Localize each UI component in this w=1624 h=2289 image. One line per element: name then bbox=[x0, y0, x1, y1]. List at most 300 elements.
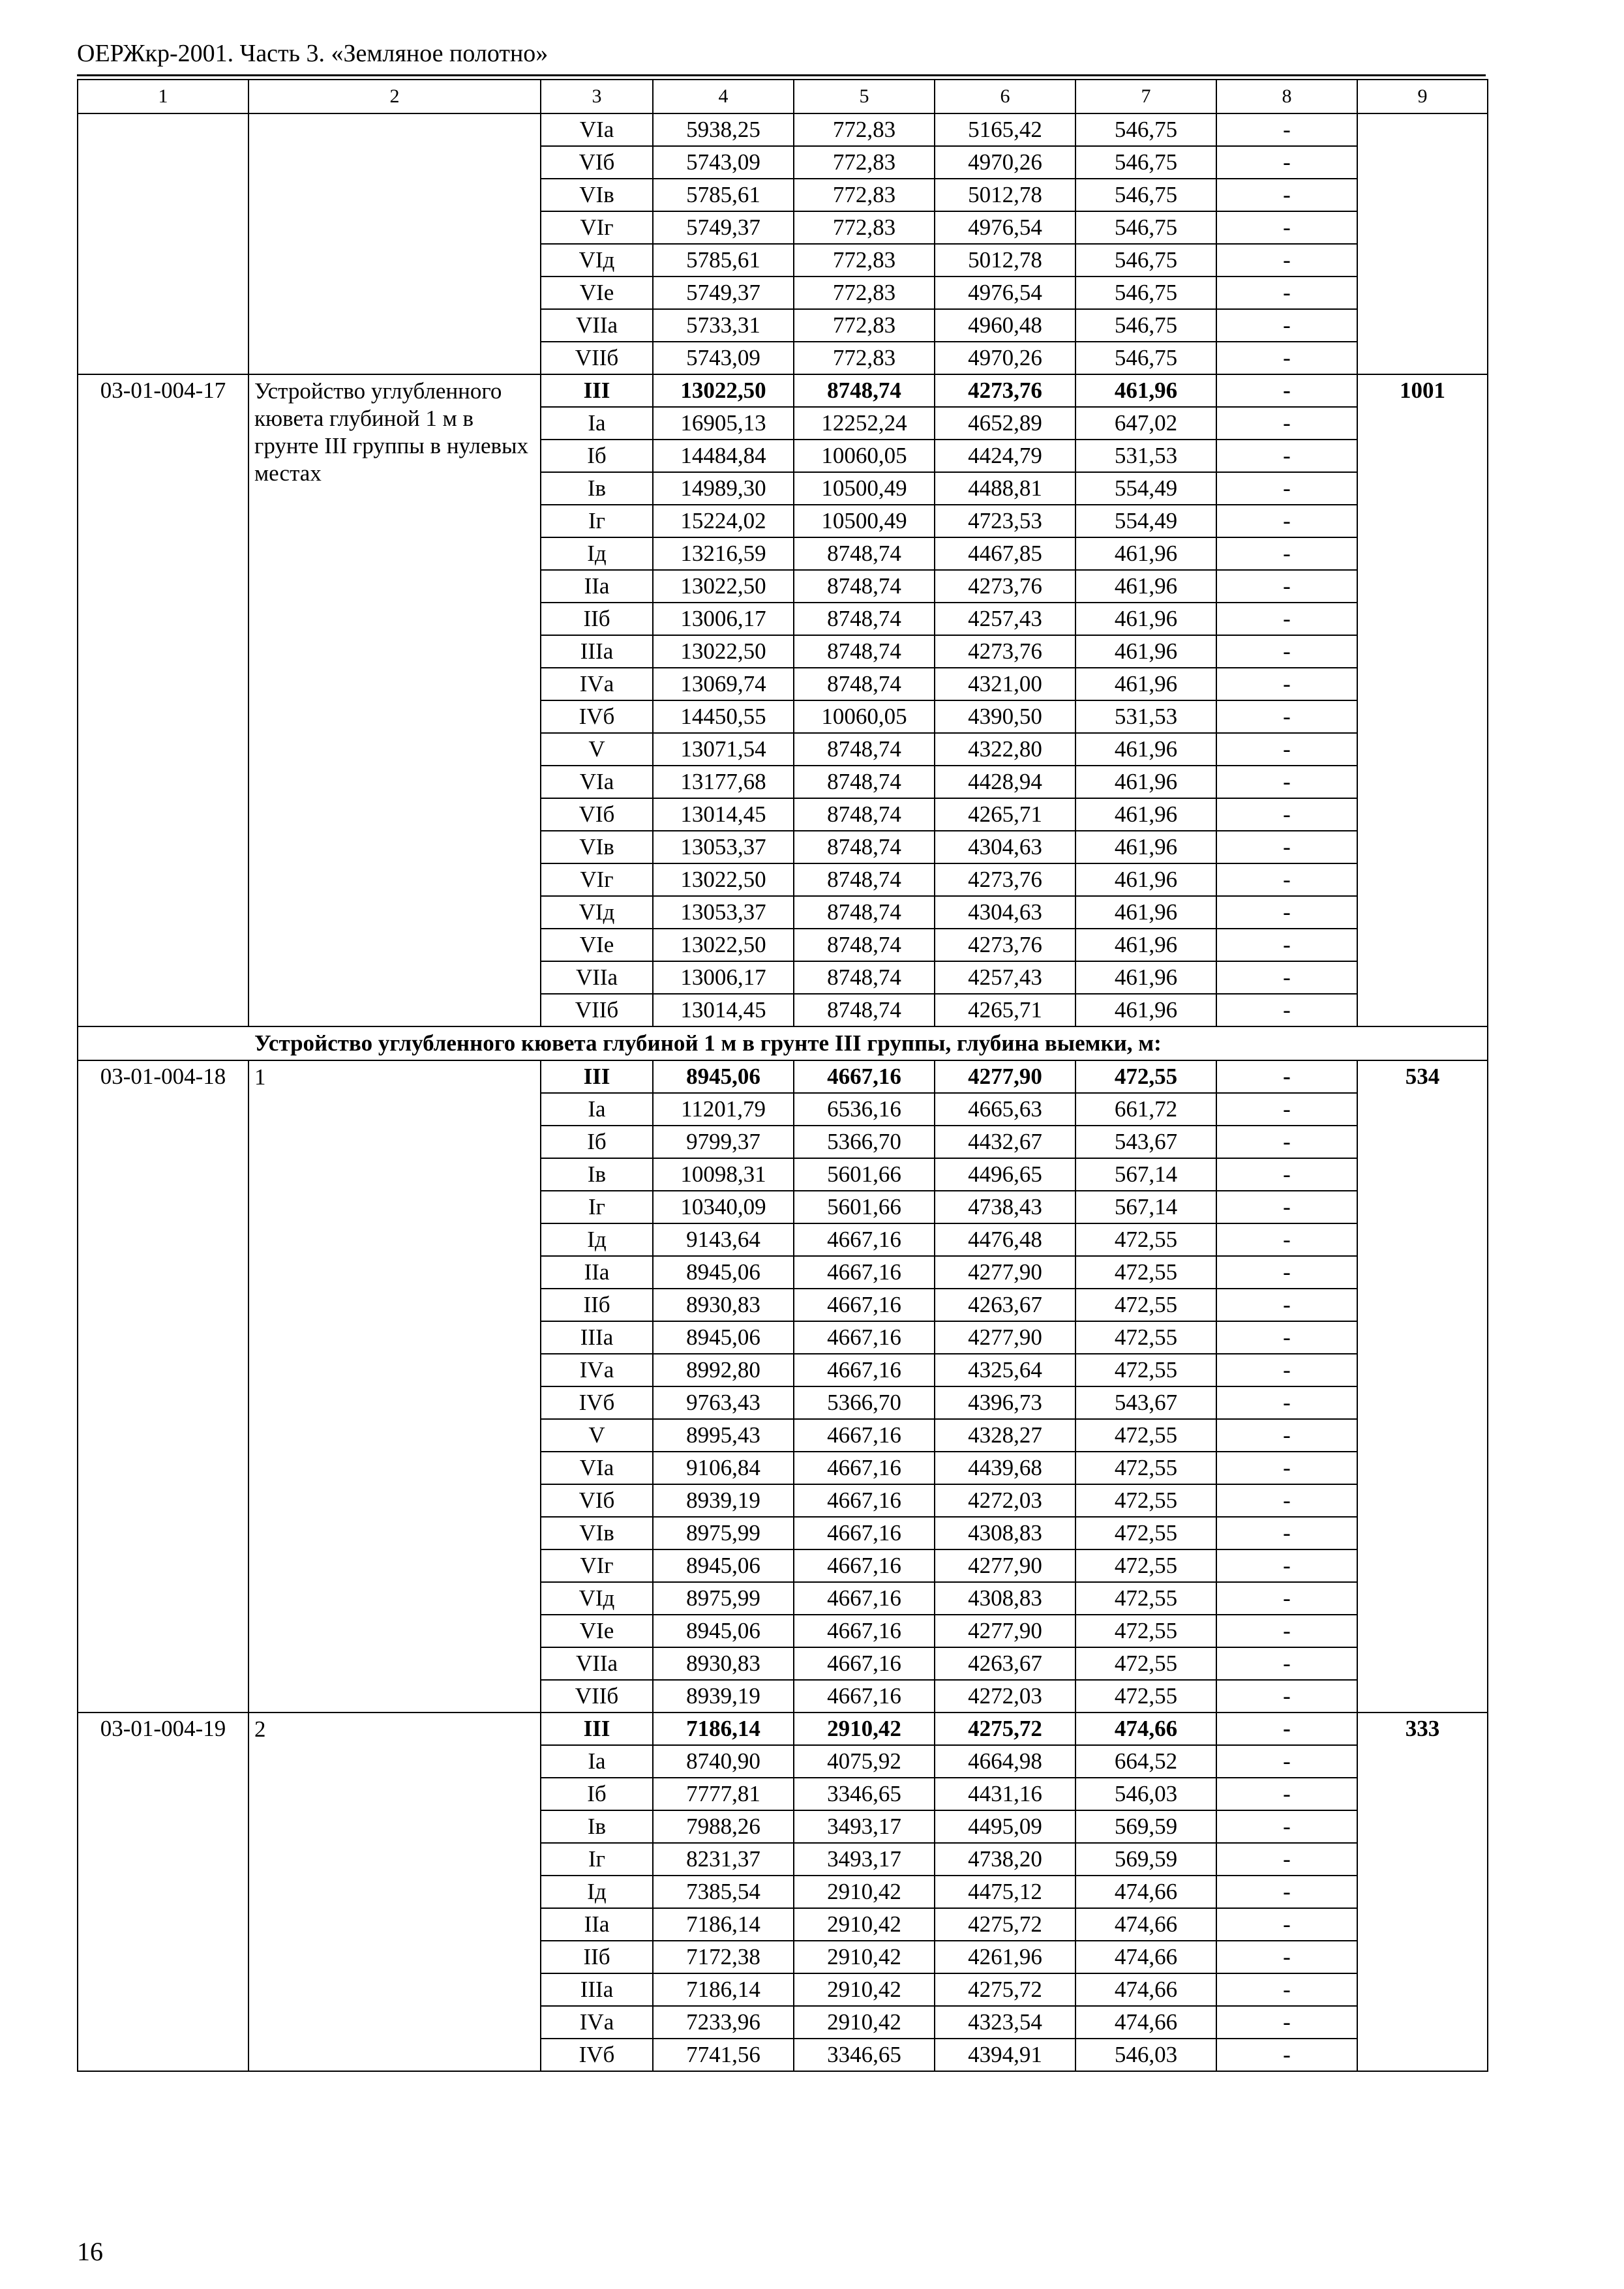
soil-group-cell: IVб bbox=[541, 700, 653, 733]
materials-cell: - bbox=[1216, 1321, 1357, 1354]
soil-group-cell: III bbox=[541, 374, 653, 407]
machine-cost-cell: 4496,65 bbox=[935, 1158, 1075, 1191]
machine-cost-cell: 4321,00 bbox=[935, 668, 1075, 700]
soil-group-cell: VIа bbox=[541, 766, 653, 798]
labor-cost-cell: 4667,16 bbox=[794, 1615, 935, 1647]
direct-cost-cell: 7385,54 bbox=[653, 1876, 794, 1908]
operator-wage-cell: 554,49 bbox=[1075, 472, 1216, 505]
labor-cost-cell: 772,83 bbox=[794, 146, 935, 179]
operator-wage-cell: 474,66 bbox=[1075, 1876, 1216, 1908]
soil-group-cell: Iв bbox=[541, 1810, 653, 1843]
direct-cost-cell: 13022,50 bbox=[653, 374, 794, 407]
page-header: ОЕРЖкр-2001. Часть 3. «Земляное полотно» bbox=[77, 40, 549, 67]
machine-cost-cell: 4976,54 bbox=[935, 211, 1075, 244]
soil-group-cell: Iг bbox=[541, 1843, 653, 1876]
labor-cost-cell: 4667,16 bbox=[794, 1289, 935, 1321]
soil-group-cell: VIа bbox=[541, 113, 653, 146]
machine-cost-cell: 4277,90 bbox=[935, 1321, 1075, 1354]
operator-wage-cell: 461,96 bbox=[1075, 537, 1216, 570]
materials-cell: - bbox=[1216, 407, 1357, 440]
code-cell: 03-01-004-19 bbox=[78, 1713, 248, 2071]
materials-cell: - bbox=[1216, 961, 1357, 994]
machine-cost-cell: 4273,76 bbox=[935, 929, 1075, 961]
direct-cost-cell: 9143,64 bbox=[653, 1223, 794, 1256]
labor-cost-cell: 4667,16 bbox=[794, 1256, 935, 1289]
operator-wage-cell: 472,55 bbox=[1075, 1680, 1216, 1713]
labor-cost-cell: 2910,42 bbox=[794, 1908, 935, 1941]
labor-cost-cell: 6536,16 bbox=[794, 1093, 935, 1126]
direct-cost-cell: 14989,30 bbox=[653, 472, 794, 505]
materials-cell: - bbox=[1216, 342, 1357, 374]
table-row bbox=[78, 374, 1488, 407]
machine-cost-cell: 4275,72 bbox=[935, 1973, 1075, 2006]
labor-cost-cell: 4667,16 bbox=[794, 1517, 935, 1549]
soil-group-cell: VIв bbox=[541, 831, 653, 863]
labor-cost-cell: 3493,17 bbox=[794, 1843, 935, 1876]
direct-cost-cell: 7988,26 bbox=[653, 1810, 794, 1843]
soil-group-cell: VIIа bbox=[541, 309, 653, 342]
machine-cost-cell: 4273,76 bbox=[935, 635, 1075, 668]
machine-cost-cell: 4664,98 bbox=[935, 1745, 1075, 1778]
soil-group-cell: IVб bbox=[541, 2039, 653, 2071]
soil-group-cell: Iб bbox=[541, 1126, 653, 1158]
operator-wage-cell: 472,55 bbox=[1075, 1223, 1216, 1256]
soil-group-cell: VIIа bbox=[541, 961, 653, 994]
labor-cost-cell: 10500,49 bbox=[794, 505, 935, 537]
soil-group-cell: Iг bbox=[541, 505, 653, 537]
labor-cost-cell: 8748,74 bbox=[794, 570, 935, 603]
machine-cost-cell: 4424,79 bbox=[935, 440, 1075, 472]
soil-group-cell: VIв bbox=[541, 1517, 653, 1549]
materials-cell: - bbox=[1216, 1713, 1357, 1745]
soil-group-cell: IIIа bbox=[541, 1321, 653, 1354]
labor-cost-cell: 4667,16 bbox=[794, 1321, 935, 1354]
direct-cost-cell: 13071,54 bbox=[653, 733, 794, 766]
direct-cost-cell: 10098,31 bbox=[653, 1158, 794, 1191]
machine-cost-cell: 4960,48 bbox=[935, 309, 1075, 342]
direct-cost-cell: 13022,50 bbox=[653, 863, 794, 896]
direct-cost-cell: 13006,17 bbox=[653, 961, 794, 994]
labor-cost-cell: 4667,16 bbox=[794, 1680, 935, 1713]
operator-wage-cell: 546,03 bbox=[1075, 1778, 1216, 1810]
materials-cell: - bbox=[1216, 994, 1357, 1026]
operator-wage-cell: 546,75 bbox=[1075, 113, 1216, 146]
soil-group-cell: Iв bbox=[541, 472, 653, 505]
labor-cost-cell: 8748,74 bbox=[794, 798, 935, 831]
materials-cell: - bbox=[1216, 277, 1357, 309]
norm-cell: 534 bbox=[1357, 1060, 1488, 1713]
table-row bbox=[78, 1713, 1488, 1745]
soil-group-cell: VIа bbox=[541, 1452, 653, 1484]
soil-group-cell: VIIб bbox=[541, 994, 653, 1026]
direct-cost-cell: 14484,84 bbox=[653, 440, 794, 472]
direct-cost-cell: 5743,09 bbox=[653, 342, 794, 374]
direct-cost-cell: 10340,09 bbox=[653, 1191, 794, 1223]
labor-cost-cell: 5601,66 bbox=[794, 1191, 935, 1223]
materials-cell: - bbox=[1216, 1386, 1357, 1419]
materials-cell: - bbox=[1216, 472, 1357, 505]
materials-cell: - bbox=[1216, 668, 1357, 700]
operator-wage-cell: 474,66 bbox=[1075, 1941, 1216, 1973]
direct-cost-cell: 5938,25 bbox=[653, 113, 794, 146]
labor-cost-cell: 8748,74 bbox=[794, 929, 935, 961]
machine-cost-cell: 4431,16 bbox=[935, 1778, 1075, 1810]
operator-wage-cell: 461,96 bbox=[1075, 603, 1216, 635]
soil-group-cell: III bbox=[541, 1060, 653, 1093]
materials-cell: - bbox=[1216, 537, 1357, 570]
machine-cost-cell: 4304,63 bbox=[935, 831, 1075, 863]
materials-cell: - bbox=[1216, 113, 1357, 146]
soil-group-cell: V bbox=[541, 733, 653, 766]
direct-cost-cell: 8995,43 bbox=[653, 1419, 794, 1452]
machine-cost-cell: 4272,03 bbox=[935, 1484, 1075, 1517]
labor-cost-cell: 10060,05 bbox=[794, 440, 935, 472]
code-cell: 03-01-004-17 bbox=[78, 374, 248, 1026]
table-row bbox=[78, 1060, 1488, 1093]
operator-wage-cell: 472,55 bbox=[1075, 1419, 1216, 1452]
direct-cost-cell: 14450,55 bbox=[653, 700, 794, 733]
machine-cost-cell: 4970,26 bbox=[935, 146, 1075, 179]
soil-group-cell: VIб bbox=[541, 798, 653, 831]
machine-cost-cell: 4275,72 bbox=[935, 1713, 1075, 1745]
machine-cost-cell: 4488,81 bbox=[935, 472, 1075, 505]
operator-wage-cell: 461,96 bbox=[1075, 994, 1216, 1026]
soil-group-cell: VIIб bbox=[541, 342, 653, 374]
labor-cost-cell: 4667,16 bbox=[794, 1060, 935, 1093]
operator-wage-cell: 472,55 bbox=[1075, 1647, 1216, 1680]
materials-cell: - bbox=[1216, 1582, 1357, 1615]
materials-cell: - bbox=[1216, 146, 1357, 179]
column-number-2: 2 bbox=[248, 80, 541, 113]
operator-wage-cell: 461,96 bbox=[1075, 929, 1216, 961]
direct-cost-cell: 13069,74 bbox=[653, 668, 794, 700]
labor-cost-cell: 4667,16 bbox=[794, 1582, 935, 1615]
operator-wage-cell: 472,55 bbox=[1075, 1354, 1216, 1386]
materials-cell: - bbox=[1216, 1223, 1357, 1256]
labor-cost-cell: 2910,42 bbox=[794, 1941, 935, 1973]
soil-group-cell: IVа bbox=[541, 1354, 653, 1386]
soil-group-cell: VIб bbox=[541, 1484, 653, 1517]
operator-wage-cell: 461,96 bbox=[1075, 863, 1216, 896]
header-rule-thick bbox=[77, 74, 1486, 76]
machine-cost-cell: 4273,76 bbox=[935, 570, 1075, 603]
labor-cost-cell: 772,83 bbox=[794, 277, 935, 309]
materials-cell: - bbox=[1216, 374, 1357, 407]
code-cell-empty bbox=[78, 113, 248, 374]
norm-cell: 333 bbox=[1357, 1713, 1488, 2071]
soil-group-cell: IIб bbox=[541, 1941, 653, 1973]
machine-cost-cell: 4308,83 bbox=[935, 1517, 1075, 1549]
column-number-7: 7 bbox=[1075, 80, 1216, 113]
materials-cell: - bbox=[1216, 1615, 1357, 1647]
machine-cost-cell: 4263,67 bbox=[935, 1289, 1075, 1321]
materials-cell: - bbox=[1216, 2039, 1357, 2071]
labor-cost-cell: 8748,74 bbox=[794, 831, 935, 863]
soil-group-cell: Iд bbox=[541, 1876, 653, 1908]
direct-cost-cell: 13022,50 bbox=[653, 929, 794, 961]
materials-cell: - bbox=[1216, 733, 1357, 766]
operator-wage-cell: 461,96 bbox=[1075, 733, 1216, 766]
machine-cost-cell: 4665,63 bbox=[935, 1093, 1075, 1126]
materials-cell: - bbox=[1216, 1093, 1357, 1126]
operator-wage-cell: 474,66 bbox=[1075, 2006, 1216, 2039]
operator-wage-cell: 472,55 bbox=[1075, 1452, 1216, 1484]
direct-cost-cell: 7186,14 bbox=[653, 1973, 794, 2006]
section-title: Устройство углубленного кювета глубиной 1 м в грунте III группы, глубина выемки, м: bbox=[78, 1026, 1488, 1060]
price-table-container bbox=[77, 79, 1487, 2072]
soil-group-cell: IIа bbox=[541, 1908, 653, 1941]
operator-wage-cell: 474,66 bbox=[1075, 1973, 1216, 2006]
machine-cost-cell: 4265,71 bbox=[935, 994, 1075, 1026]
machine-cost-cell: 5165,42 bbox=[935, 113, 1075, 146]
labor-cost-cell: 3346,65 bbox=[794, 1778, 935, 1810]
operator-wage-cell: 474,66 bbox=[1075, 1908, 1216, 1941]
operator-wage-cell: 472,55 bbox=[1075, 1060, 1216, 1093]
machine-cost-cell: 5012,78 bbox=[935, 179, 1075, 211]
machine-cost-cell: 4476,48 bbox=[935, 1223, 1075, 1256]
direct-cost-cell: 13053,37 bbox=[653, 896, 794, 929]
materials-cell: - bbox=[1216, 1419, 1357, 1452]
soil-group-cell: Iа bbox=[541, 1745, 653, 1778]
labor-cost-cell: 4667,16 bbox=[794, 1647, 935, 1680]
machine-cost-cell: 4328,27 bbox=[935, 1419, 1075, 1452]
operator-wage-cell: 472,55 bbox=[1075, 1615, 1216, 1647]
machine-cost-cell: 4428,94 bbox=[935, 766, 1075, 798]
labor-cost-cell: 8748,74 bbox=[794, 896, 935, 929]
machine-cost-cell: 5012,78 bbox=[935, 244, 1075, 277]
labor-cost-cell: 8748,74 bbox=[794, 603, 935, 635]
labor-cost-cell: 8748,74 bbox=[794, 668, 935, 700]
operator-wage-cell: 461,96 bbox=[1075, 570, 1216, 603]
operator-wage-cell: 569,59 bbox=[1075, 1810, 1216, 1843]
labor-cost-cell: 4667,16 bbox=[794, 1452, 935, 1484]
machine-cost-cell: 4325,64 bbox=[935, 1354, 1075, 1386]
direct-cost-cell: 8231,37 bbox=[653, 1843, 794, 1876]
soil-group-cell: Iд bbox=[541, 1223, 653, 1256]
labor-cost-cell: 8748,74 bbox=[794, 863, 935, 896]
soil-group-cell: VIг bbox=[541, 1549, 653, 1582]
labor-cost-cell: 8748,74 bbox=[794, 961, 935, 994]
materials-cell: - bbox=[1216, 635, 1357, 668]
materials-cell: - bbox=[1216, 1908, 1357, 1941]
soil-group-cell: IIIа bbox=[541, 635, 653, 668]
direct-cost-cell: 7172,38 bbox=[653, 1941, 794, 1973]
column-number-8: 8 bbox=[1216, 80, 1357, 113]
materials-cell: - bbox=[1216, 603, 1357, 635]
direct-cost-cell: 7777,81 bbox=[653, 1778, 794, 1810]
machine-cost-cell: 4976,54 bbox=[935, 277, 1075, 309]
operator-wage-cell: 543,67 bbox=[1075, 1386, 1216, 1419]
operator-wage-cell: 546,75 bbox=[1075, 244, 1216, 277]
labor-cost-cell: 4667,16 bbox=[794, 1419, 935, 1452]
materials-cell: - bbox=[1216, 1549, 1357, 1582]
machine-cost-cell: 4738,20 bbox=[935, 1843, 1075, 1876]
operator-wage-cell: 531,53 bbox=[1075, 440, 1216, 472]
materials-cell: - bbox=[1216, 1452, 1357, 1484]
materials-cell: - bbox=[1216, 1810, 1357, 1843]
materials-cell: - bbox=[1216, 1843, 1357, 1876]
column-number-row bbox=[78, 80, 1488, 113]
direct-cost-cell: 13014,45 bbox=[653, 798, 794, 831]
machine-cost-cell: 4475,12 bbox=[935, 1876, 1075, 1908]
direct-cost-cell: 8939,19 bbox=[653, 1484, 794, 1517]
column-number-9: 9 bbox=[1357, 80, 1488, 113]
operator-wage-cell: 461,96 bbox=[1075, 961, 1216, 994]
soil-group-cell: III bbox=[541, 1713, 653, 1745]
direct-cost-cell: 8930,83 bbox=[653, 1647, 794, 1680]
machine-cost-cell: 4396,73 bbox=[935, 1386, 1075, 1419]
code-cell: 03-01-004-18 bbox=[78, 1060, 248, 1713]
machine-cost-cell: 4273,76 bbox=[935, 374, 1075, 407]
machine-cost-cell: 4394,91 bbox=[935, 2039, 1075, 2071]
direct-cost-cell: 8945,06 bbox=[653, 1256, 794, 1289]
soil-group-cell: VIе bbox=[541, 929, 653, 961]
materials-cell: - bbox=[1216, 1517, 1357, 1549]
materials-cell: - bbox=[1216, 896, 1357, 929]
soil-group-cell: VIд bbox=[541, 896, 653, 929]
materials-cell: - bbox=[1216, 1060, 1357, 1093]
materials-cell: - bbox=[1216, 1941, 1357, 1973]
column-number-4: 4 bbox=[653, 80, 794, 113]
direct-cost-cell: 5743,09 bbox=[653, 146, 794, 179]
labor-cost-cell: 12252,24 bbox=[794, 407, 935, 440]
operator-wage-cell: 554,49 bbox=[1075, 505, 1216, 537]
materials-cell: - bbox=[1216, 309, 1357, 342]
labor-cost-cell: 4667,16 bbox=[794, 1223, 935, 1256]
machine-cost-cell: 4495,09 bbox=[935, 1810, 1075, 1843]
soil-group-cell: IIб bbox=[541, 1289, 653, 1321]
machine-cost-cell: 4257,43 bbox=[935, 961, 1075, 994]
direct-cost-cell: 13177,68 bbox=[653, 766, 794, 798]
operator-wage-cell: 472,55 bbox=[1075, 1549, 1216, 1582]
materials-cell: - bbox=[1216, 1191, 1357, 1223]
direct-cost-cell: 8975,99 bbox=[653, 1517, 794, 1549]
machine-cost-cell: 4257,43 bbox=[935, 603, 1075, 635]
soil-group-cell: IIб bbox=[541, 603, 653, 635]
soil-group-cell: Iд bbox=[541, 537, 653, 570]
labor-cost-cell: 10500,49 bbox=[794, 472, 935, 505]
materials-cell: - bbox=[1216, 1158, 1357, 1191]
labor-cost-cell: 2910,42 bbox=[794, 1876, 935, 1908]
operator-wage-cell: 664,52 bbox=[1075, 1745, 1216, 1778]
soil-group-cell: VIг bbox=[541, 863, 653, 896]
labor-cost-cell: 4667,16 bbox=[794, 1354, 935, 1386]
direct-cost-cell: 13006,17 bbox=[653, 603, 794, 635]
materials-cell: - bbox=[1216, 2006, 1357, 2039]
labor-cost-cell: 10060,05 bbox=[794, 700, 935, 733]
operator-wage-cell: 474,66 bbox=[1075, 1713, 1216, 1745]
operator-wage-cell: 461,96 bbox=[1075, 766, 1216, 798]
operator-wage-cell: 472,55 bbox=[1075, 1321, 1216, 1354]
operator-wage-cell: 546,75 bbox=[1075, 179, 1216, 211]
machine-cost-cell: 4970,26 bbox=[935, 342, 1075, 374]
materials-cell: - bbox=[1216, 505, 1357, 537]
soil-group-cell: VIе bbox=[541, 1615, 653, 1647]
labor-cost-cell: 5601,66 bbox=[794, 1158, 935, 1191]
labor-cost-cell: 8748,74 bbox=[794, 374, 935, 407]
operator-wage-cell: 647,02 bbox=[1075, 407, 1216, 440]
machine-cost-cell: 4390,50 bbox=[935, 700, 1075, 733]
labor-cost-cell: 2910,42 bbox=[794, 1713, 935, 1745]
direct-cost-cell: 5785,61 bbox=[653, 179, 794, 211]
materials-cell: - bbox=[1216, 440, 1357, 472]
operator-wage-cell: 461,96 bbox=[1075, 374, 1216, 407]
materials-cell: - bbox=[1216, 798, 1357, 831]
direct-cost-cell: 7186,14 bbox=[653, 1713, 794, 1745]
direct-cost-cell: 8740,90 bbox=[653, 1745, 794, 1778]
direct-cost-cell: 13053,37 bbox=[653, 831, 794, 863]
operator-wage-cell: 661,72 bbox=[1075, 1093, 1216, 1126]
materials-cell: - bbox=[1216, 1126, 1357, 1158]
materials-cell: - bbox=[1216, 929, 1357, 961]
labor-cost-cell: 772,83 bbox=[794, 113, 935, 146]
machine-cost-cell: 4277,90 bbox=[935, 1256, 1075, 1289]
direct-cost-cell: 13014,45 bbox=[653, 994, 794, 1026]
machine-cost-cell: 4432,67 bbox=[935, 1126, 1075, 1158]
direct-cost-cell: 7233,96 bbox=[653, 2006, 794, 2039]
materials-cell: - bbox=[1216, 863, 1357, 896]
operator-wage-cell: 546,75 bbox=[1075, 211, 1216, 244]
labor-cost-cell: 4075,92 bbox=[794, 1745, 935, 1778]
soil-group-cell: IVа bbox=[541, 668, 653, 700]
materials-cell: - bbox=[1216, 1647, 1357, 1680]
direct-cost-cell: 5785,61 bbox=[653, 244, 794, 277]
soil-group-cell: VIе bbox=[541, 277, 653, 309]
direct-cost-cell: 5733,31 bbox=[653, 309, 794, 342]
price-table bbox=[77, 79, 1488, 2072]
direct-cost-cell: 9799,37 bbox=[653, 1126, 794, 1158]
soil-group-cell: IIа bbox=[541, 1256, 653, 1289]
description-cell: Устройство углубленного кювета глубиной 1 м в грунте III группы в нулевых местах bbox=[248, 374, 541, 1026]
operator-wage-cell: 461,96 bbox=[1075, 831, 1216, 863]
direct-cost-cell: 8939,19 bbox=[653, 1680, 794, 1713]
materials-cell: - bbox=[1216, 1354, 1357, 1386]
soil-group-cell: V bbox=[541, 1419, 653, 1452]
machine-cost-cell: 4467,85 bbox=[935, 537, 1075, 570]
column-number-1: 1 bbox=[78, 80, 248, 113]
direct-cost-cell: 7186,14 bbox=[653, 1908, 794, 1941]
labor-cost-cell: 8748,74 bbox=[794, 994, 935, 1026]
labor-cost-cell: 2910,42 bbox=[794, 2006, 935, 2039]
column-number-3: 3 bbox=[541, 80, 653, 113]
machine-cost-cell: 4322,80 bbox=[935, 733, 1075, 766]
price-table-body bbox=[78, 80, 1488, 2071]
column-number-5: 5 bbox=[794, 80, 935, 113]
labor-cost-cell: 4667,16 bbox=[794, 1549, 935, 1582]
materials-cell: - bbox=[1216, 831, 1357, 863]
materials-cell: - bbox=[1216, 1973, 1357, 2006]
machine-cost-cell: 4275,72 bbox=[935, 1908, 1075, 1941]
operator-wage-cell: 569,59 bbox=[1075, 1843, 1216, 1876]
operator-wage-cell: 546,75 bbox=[1075, 309, 1216, 342]
operator-wage-cell: 531,53 bbox=[1075, 700, 1216, 733]
machine-cost-cell: 4277,90 bbox=[935, 1060, 1075, 1093]
machine-cost-cell: 4304,63 bbox=[935, 896, 1075, 929]
soil-group-cell: VIIб bbox=[541, 1680, 653, 1713]
materials-cell: - bbox=[1216, 211, 1357, 244]
machine-cost-cell: 4652,89 bbox=[935, 407, 1075, 440]
labor-cost-cell: 2910,42 bbox=[794, 1973, 935, 2006]
direct-cost-cell: 5749,37 bbox=[653, 277, 794, 309]
materials-cell: - bbox=[1216, 1876, 1357, 1908]
norm-cell: 1001 bbox=[1357, 374, 1488, 1026]
materials-cell: - bbox=[1216, 1256, 1357, 1289]
column-number-6: 6 bbox=[935, 80, 1075, 113]
operator-wage-cell: 472,55 bbox=[1075, 1484, 1216, 1517]
machine-cost-cell: 4308,83 bbox=[935, 1582, 1075, 1615]
soil-group-cell: IVб bbox=[541, 1386, 653, 1419]
operator-wage-cell: 543,67 bbox=[1075, 1126, 1216, 1158]
